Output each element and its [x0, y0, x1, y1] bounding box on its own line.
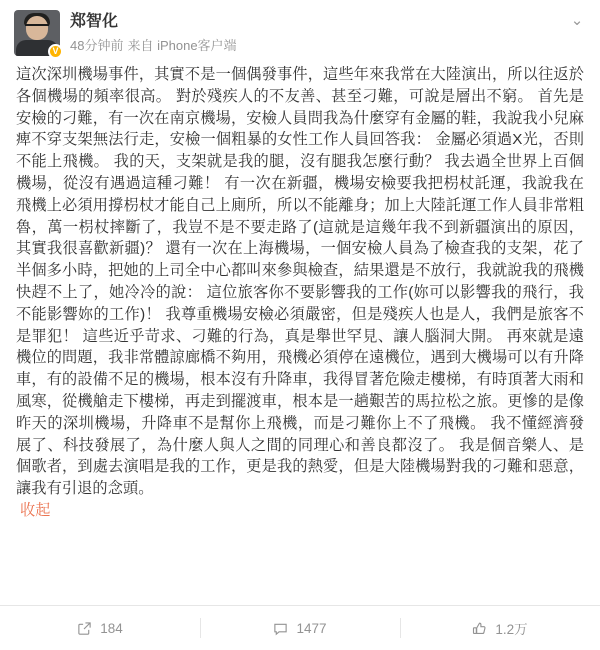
comment-button[interactable] [200, 606, 400, 650]
post-source[interactable]: 来自 iPhone客户端 [127, 38, 237, 53]
like-count: 1.2万 [495, 622, 528, 637]
share-icon [77, 621, 92, 636]
verified-badge-icon: V [48, 44, 63, 59]
comment-icon [273, 621, 288, 636]
author-name[interactable]: 郑智化 [70, 13, 119, 30]
post-content [0, 60, 600, 605]
post-text: 這次深圳機場事件，其實不是一個偶發事件，這些年來我常在大陸演出，所以往返於各個機場的頻率很高。 對於殘疾人的不友善、甚至刁難，可說是層出不窮。 首先是安檢的刁難，有一次在南京機場，安檢人員問我為什麼穿有金屬的鞋，我說我小兒麻痺不穿支架無法行走，安檢一個粗暴的女性工作人員回答我： 金屬必須過X光，否則不能上飛機。 我的天，支架就是我的腿，沒有腿我怎麼行動？ 我去過全世界上百個機場，從沒有遇過這種刁難！ 有一次在新疆，機場安檢要我把枴杖託運，我說我在飛機上必須用撐枴杖才能自己上廁所，所以不能離身；加上大陸託運工作人員非常粗魯，萬一枴杖摔斷了，我豈不是不要走路了(這就是這幾年我不到新疆演出的原因，其實我很喜歡新疆)？ 還有一次在上海機場，一個安檢人員為了檢查我的支架，花了半個多小時，把她的上司全中心都叫來參與檢查，結果還是不放行，我就說我的飛機快趕不上了，她冷冷的說： 這位旅客你不要影響我的工作(妳可以影響我的飛行，我不能影響妳的工作)！ 我尊重機場安檢必須嚴密，但是殘疾人也是人，我們是旅客不是罪犯！ 這些近乎苛求、刁難的行為，真是舉世罕見、讓人腦洞大開。 再來就是遠機位的問題，我非常體諒廊橋不夠用，飛機必須停在遠機位，遇到大機場可以有升降車，有的設備不足的機場，根本沒有升降車，我得冒著危險走樓梯，有時頂著大雨和風寒，從機艙走下樓梯，再走到擺渡車，根本是一趟艱苦的馬拉松之旅。更慘的是像昨天的深圳機場，升降車不是幫你上飛機，而是刁難你上不了飛機。 我不懂經濟發展了、科技發展了，為什麼人與人之間的同理心和善良都沒了。 我是個音樂人、是個歌者，到處去演唱是我的工作，更是我的熱愛，但是大陸機場對我的刁難和惡意，讓我有引退的念頭。 [16, 66, 584, 498]
like-button[interactable] [400, 606, 600, 650]
post-header [0, 0, 600, 60]
post-time: 48分钟前 [70, 38, 124, 53]
share-count: 184 [100, 620, 123, 636]
collapse-link[interactable]: 收起 [20, 501, 51, 519]
post-subline [70, 37, 586, 55]
avatar-glasses [25, 24, 49, 30]
comment-count: 1477 [296, 620, 327, 636]
post-actions [0, 605, 600, 650]
post-meta [70, 10, 586, 55]
thumbs-up-icon [472, 621, 487, 636]
share-button[interactable] [0, 606, 200, 650]
chevron-down-icon[interactable]: ⌄ [570, 12, 584, 29]
avatar[interactable] [14, 10, 60, 56]
